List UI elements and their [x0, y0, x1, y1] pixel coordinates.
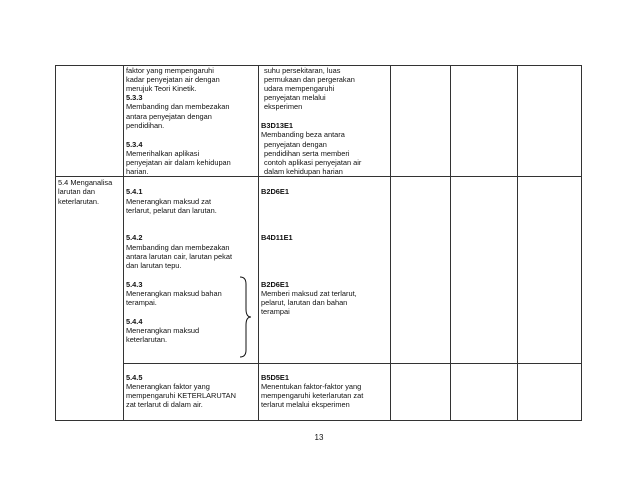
outcome-code: 5.3.4 — [126, 140, 143, 149]
text-line: keterlarutan. — [126, 335, 168, 344]
table-col-divider — [258, 65, 259, 421]
text-line: harian. — [126, 167, 149, 176]
text-line: dalam kehidupan harian — [264, 167, 343, 176]
text-line: kadar penyejatan air dengan — [126, 75, 220, 84]
text-line: merujuk Teori Kinetik. — [126, 84, 197, 93]
text-line: eksperimen — [264, 102, 303, 111]
table-border-left — [55, 65, 56, 421]
standard-code: B2D6E1 — [261, 280, 289, 289]
table-col-divider — [517, 65, 518, 421]
text-line: terampai — [261, 307, 290, 316]
text-line: antara penyejatan dengan — [126, 112, 212, 121]
table-col-divider — [450, 65, 451, 421]
text-line: Memberi maksud zat terlarut, — [261, 289, 357, 298]
table-border-right — [581, 65, 582, 421]
table-col-divider — [390, 65, 391, 421]
text-line: pendidihan serta memberi — [264, 149, 350, 158]
text-line: udara mempengaruhi — [264, 84, 335, 93]
outcome-code: 5.4.1 — [126, 187, 143, 196]
text-line: Memerihalkan aplikasi — [126, 149, 200, 158]
text-line: Menerangkan maksud bahan — [126, 289, 222, 298]
text-line: antara larutan cair, larutan pekat — [126, 252, 232, 261]
text-line: dan larutan tepu. — [126, 261, 182, 270]
standard-code: B4D11E1 — [261, 233, 293, 242]
text-line: suhu persekitaran, luas — [264, 66, 341, 75]
table-row-divider — [123, 363, 582, 364]
text-line: mempengaruhi KETERLARUTAN — [126, 391, 236, 400]
outcome-code: 5.3.3 — [126, 93, 143, 102]
text-line: Menentukan faktor-faktor yang — [261, 382, 362, 391]
page-number: 13 — [314, 433, 324, 442]
text-line: terlarut, pelarut dan larutan. — [126, 206, 217, 215]
text-line: keterlarutan. — [58, 197, 100, 206]
standard-code: B3D13E1 — [261, 121, 294, 130]
curly-brace-icon — [238, 276, 252, 358]
topic-title: 5.4 Menganalisa — [58, 178, 113, 187]
outcome-code: 5.4.4 — [126, 317, 143, 326]
text-line: terampai. — [126, 298, 157, 307]
text-line: penyejatan melalui — [264, 93, 326, 102]
text-line: pendidihan. — [126, 121, 165, 130]
standard-code: B2D6E1 — [261, 187, 289, 196]
table-col-divider — [123, 65, 124, 421]
text-line: pelarut, larutan dan bahan — [261, 298, 348, 307]
text-line: penyejatan dengan — [264, 140, 327, 149]
text-line: penyejatan air dalam kehidupan — [126, 158, 231, 167]
text-line: Membanding dan membezakan — [126, 102, 230, 111]
text-line: Menerangkan maksud zat — [126, 197, 212, 206]
text-line: larutan dan — [58, 187, 95, 196]
text-line: terlarut melalui eksperimen — [261, 400, 350, 409]
text-line: Menerangkan faktor yang — [126, 382, 210, 391]
text-line: zat terlarut di dalam air. — [126, 400, 203, 409]
text-line: contoh aplikasi penyejatan air — [264, 158, 362, 167]
outcome-code: 5.4.3 — [126, 280, 143, 289]
text-line: Menerangkan maksud — [126, 326, 200, 335]
text-line: Membanding dan membezakan — [126, 243, 230, 252]
outcome-code: 5.4.2 — [126, 233, 143, 242]
text-line: permukaan dan pergerakan — [264, 75, 355, 84]
standard-code: B5D5E1 — [261, 373, 289, 382]
outcome-code: 5.4.5 — [126, 373, 143, 382]
text-line: faktor yang mempengaruhi — [126, 66, 214, 75]
text-line: Membanding beza antara — [261, 130, 345, 139]
text-line: mempengaruhi keterlarutan zat — [261, 391, 364, 400]
table-border-bottom — [55, 420, 582, 421]
